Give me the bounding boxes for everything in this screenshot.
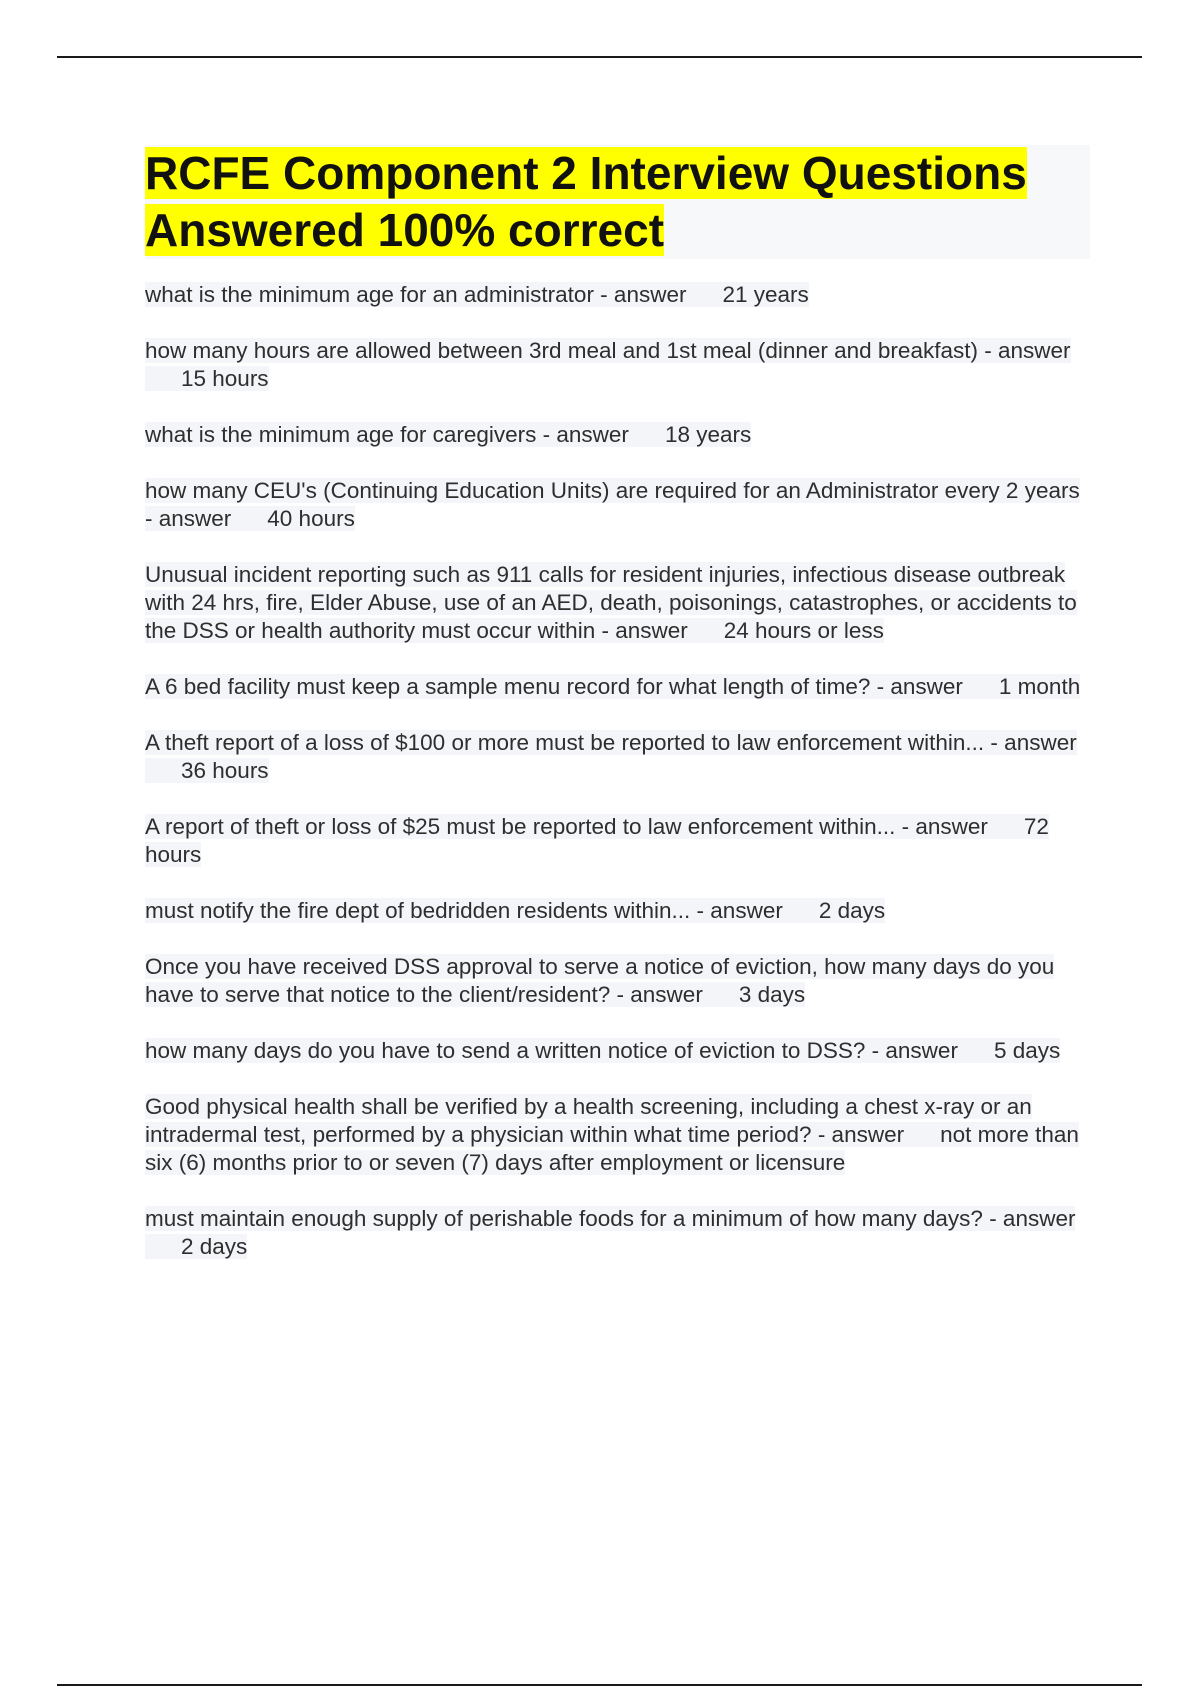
qa-list	[145, 281, 1090, 1261]
answer-text: 21 years	[722, 282, 809, 307]
question-text: what is the minimum age for caregivers - answer	[145, 422, 629, 447]
answer-text: 15 hours	[181, 366, 269, 391]
question-text: Once you have received DSS approval to serve a notice of eviction, how many days do you have to serve that notice to the client/resident? - answer	[145, 954, 1055, 1007]
bottom-rule	[57, 1684, 1142, 1686]
question-text: how many hours are allowed between 3rd meal and 1st meal (dinner and breakfast) - answer	[145, 338, 1071, 363]
qa-item	[145, 337, 1090, 393]
title-line-1: RCFE Component 2 Interview Questions	[145, 147, 1027, 199]
answer-text: 24 hours or less	[723, 618, 884, 643]
answer-text: 40 hours	[267, 506, 355, 531]
answer-text: 2 days	[181, 1234, 248, 1259]
qa-item	[145, 1205, 1090, 1261]
answer-text: 3 days	[738, 982, 806, 1007]
question-text: A report of theft or loss of $25 must be reported to law enforcement within... - answer	[145, 814, 988, 839]
title-line-2: Answered 100% correct	[145, 204, 665, 256]
top-rule	[57, 56, 1142, 58]
answer-text: 72 hours	[145, 814, 1049, 867]
question-text: Good physical health shall be verified by a health screening, including a chest x-ray or an intradermal test, performed by a physician within what time period? - answer	[145, 1094, 1032, 1147]
question-text: A theft report of a loss of $100 or more must be reported to law enforcement within... - answer	[145, 730, 1077, 755]
qa-item	[145, 813, 1090, 869]
answer-text: 2 days	[818, 898, 886, 923]
qa-item	[145, 953, 1090, 1009]
question-text: how many days do you have to send a written notice of eviction to DSS? - answer	[145, 1038, 958, 1063]
qa-item	[145, 561, 1090, 645]
question-text: must notify the fire dept of bedridden residents within... - answer	[145, 898, 783, 923]
answer-text: 36 hours	[181, 758, 269, 783]
question-text: A 6 bed facility must keep a sample menu record for what length of time? - answer	[145, 674, 963, 699]
answer-text: not more than six (6) months prior to or seven (7) days after employment or licensure	[145, 1122, 1079, 1175]
answer-text: 5 days	[993, 1038, 1061, 1063]
qa-item	[145, 729, 1090, 785]
qa-item	[145, 281, 1090, 309]
question-text: what is the minimum age for an administrator - answer	[145, 282, 687, 307]
answer-text: 1 month	[998, 674, 1081, 699]
qa-item	[145, 421, 1090, 449]
answer-text: 18 years	[664, 422, 752, 447]
question-text: Unusual incident reporting such as 911 calls for resident injuries, infectious disease outbreak with 24 hrs, fire, Elder Abuse, use of an AED, death, poisonings, catastrophes, or accidents to the DSS or health authority must occur within - answer	[145, 562, 1077, 643]
question-text: how many CEU's (Continuing Education Units) are required for an Administrator every 2 years - answer	[145, 478, 1080, 531]
qa-item	[145, 673, 1090, 701]
question-text: must maintain enough supply of perishable foods for a minimum of how many days? - answer	[145, 1206, 1076, 1231]
document-title	[145, 145, 1090, 259]
qa-item	[145, 1037, 1090, 1065]
qa-item	[145, 1093, 1090, 1177]
qa-item	[145, 897, 1090, 925]
title-block	[145, 145, 1090, 259]
qa-item	[145, 477, 1090, 533]
document-body	[145, 145, 1090, 1289]
